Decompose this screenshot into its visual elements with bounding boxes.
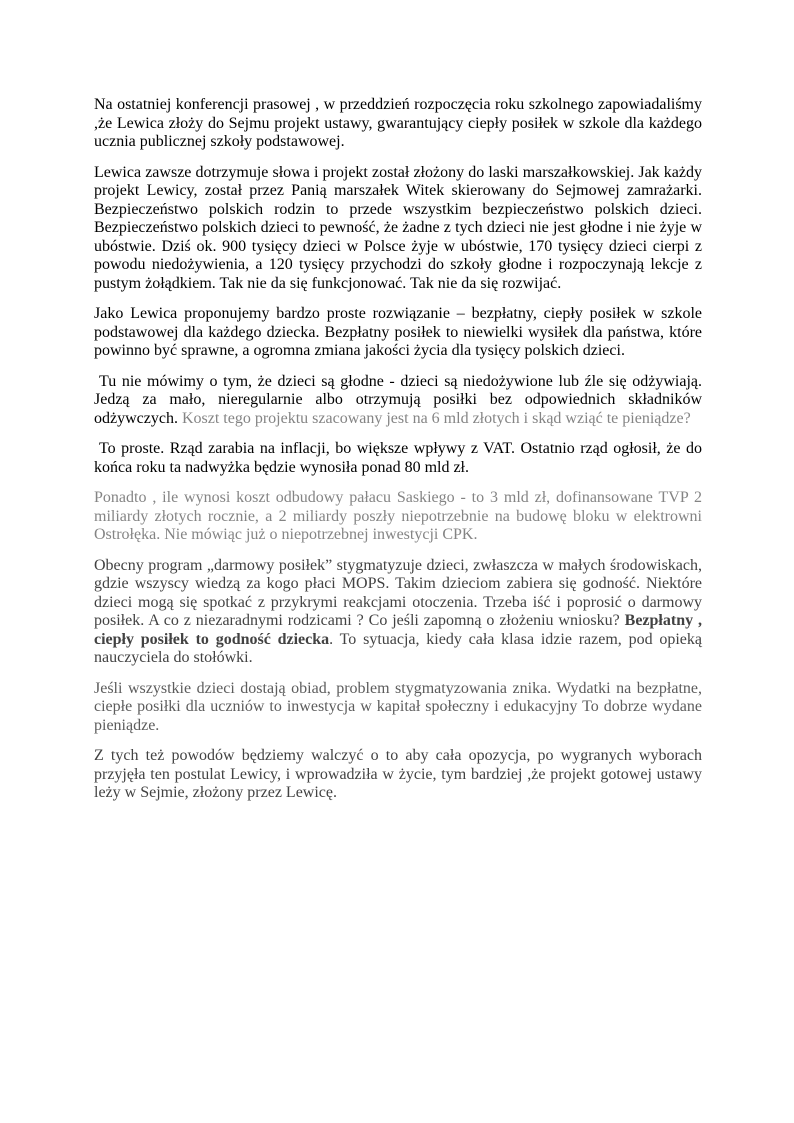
text-run: Na ostatniej konferencji prasowej , w przeddzień rozpoczęcia roku szkolnego zapowiadaliśmy ,że Lewica złoży do Sejmu projekt ustawy, gwarantujący ciepły posiłek w szkole dla każdego ucznia publicznej szkoły podstawowej. bbox=[94, 96, 702, 150]
text-run: Lewica zawsze dotrzymuje słowa i projekt został złożony do laski marszałkowskiej. Jak każdy projekt Lewicy, został przez Panią marszałek Witek skierowany do Sejmowej zamrażarki. Bezpieczeństwo polskich rodzin to przede wszystkim bezpieczeństwo polskich dzieci. Bezpieczeństwo polskich dzieci to pewność, że żadne z tych dzieci nie jest głodne i nie żyje w ubóstwie. Dziś ok. 900 tysięcy dzieci w Polsce żyje w ubóstwie, 170 tysięcy dzieci cierpi z powodu niedożywienia, a 120 tysięcy przychodzi do szkoły głodne i rozpoczynają lekcje z pustym żołądkiem. Tak nie da się funkcjonować. Tak nie da się rozwijać. bbox=[94, 163, 702, 292]
paragraph-conclusion bbox=[94, 747, 702, 803]
text-run: Obecny program „darmowy posiłek” stygmatyzuje dzieci, zwłaszcza w małych środowiskach, gdzie wszyscy wiedzą za kogo płaci MOPS. Takim dzieciom zabiera się godność. Niektóre dzieci mogą się spotkać z przykrymi reakcjami otoczenia. Trzeba iść i poprosić o darmowy posiłek. A co z niezaradnymi rodzicami ? Co jeśli zapomną o złożeniu wniosku? bbox=[94, 556, 702, 629]
paragraph-malnutrition bbox=[94, 373, 702, 429]
document-body bbox=[94, 96, 702, 815]
text-run: Ponadto , ile wynosi koszt odbudowy pałacu Saskiego - to 3 mld zł, dofinansowane TVP 2 miliardy złotych rocznie, a 2 miliardy poszły niepotrzebnie na budowę bloku w elektrowni Ostrołęka. Nie mówiąc już o niepotrzebnej inwestycji CPK. bbox=[94, 489, 702, 543]
text-run: Jeśli wszystkie dzieci dostają obiad, problem stygmatyzowania znika. Wydatki na bezpłatne, ciepłe posiłki dla uczniów to inwestycja w kapitał społeczny i edukacyjny To dobrze wydane pieniądze. bbox=[94, 679, 702, 734]
text-run: Z tych też powodów będziemy walczyć o to aby cała opozycja, po wygranych wyborach przyjęła ten postulat Lewicy, i wprowadziła w życie, tym bardziej ,że projekt gotowej ustawy leży w Sejmie, złożony przez Lewicę. bbox=[94, 747, 702, 801]
text-run: Jako Lewica proponujemy bardzo proste rozwiązanie – bezpłatny, ciepły posiłek w szkole podstawowej dla każdego dziecka. Bezpłatny posiłek to niewielki wysiłek dla państwa, które powinno być sprawne, a ogromna zmiana jakości życia dla tysięcy polskich dzieci. bbox=[94, 305, 702, 359]
text-run: . To sytuacja, kiedy cała klasa idzie razem, pod opieką nauczyciela do stołówki. bbox=[94, 630, 703, 666]
text-run: Koszt tego projektu szacowany jest na 6 mld złotych i skąd wziąć te pieniądze? bbox=[177, 409, 691, 427]
text-run: Tu nie mówimy o tym, że dzieci są głodne - dzieci są niedożywione lub źle się odżywiają. Jedzą za mało, nieregularnie albo otrzymują posiłki bez odpowiednich składników odżywczych. bbox=[94, 372, 702, 427]
paragraph-spending-examples bbox=[94, 489, 702, 545]
paragraph-simple-solution bbox=[94, 305, 702, 361]
text-run-bold: Bezpłatny , ciepły posiłek to godność dziecka bbox=[94, 612, 702, 648]
text-run: To proste. Rząd zarabia na inflacji, bo większe wpływy z VAT. Ostatnio rząd ogłosił, że do końca roku ta nadwyżka będzie wynosiła ponad 80 mld zł. bbox=[94, 440, 702, 476]
paragraph-vat-surplus bbox=[94, 440, 702, 477]
paragraph-press-conference bbox=[94, 96, 702, 152]
paragraph-investment bbox=[94, 680, 702, 736]
paragraph-lewica-keeps-word bbox=[94, 164, 702, 294]
paragraph-stigmatization bbox=[94, 557, 702, 668]
